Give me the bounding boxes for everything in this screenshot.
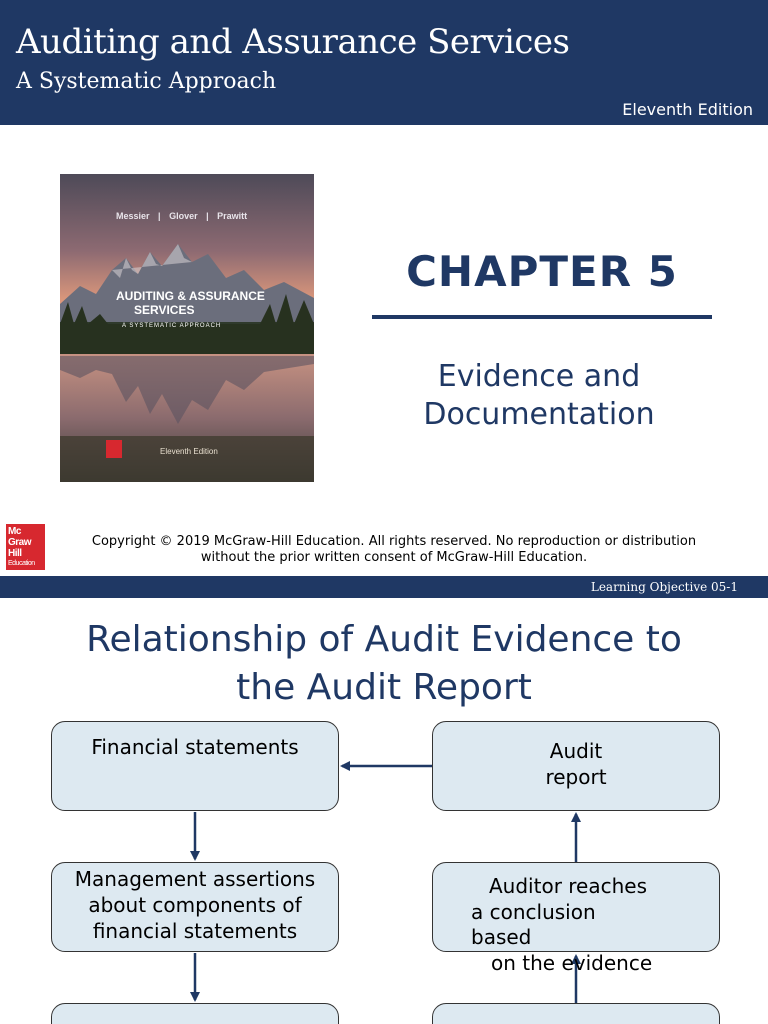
chapter-topic (372, 358, 706, 434)
management-assertions-box (51, 862, 339, 952)
chapter-topic-line1: Evidence and (437, 359, 641, 394)
financial-statements-box (51, 721, 339, 811)
audit-report-text: Audit report (545, 739, 607, 789)
lower-right-box (432, 1003, 720, 1024)
book-cover-image (60, 174, 314, 482)
cover-edition: Eleventh Edition (160, 447, 218, 456)
copyright-notice (60, 534, 728, 566)
financial-statements-text: Financial statements (91, 735, 299, 759)
chapter-heading: CHAPTER 5 (406, 247, 678, 296)
conclusion-line4: on the evidence (491, 951, 653, 975)
cover-authors: Messier | Glover | Prawitt (116, 211, 248, 221)
copyright-line2: without the prior written consent of McGraw-Hill Education. (200, 550, 588, 565)
lower-left-box (51, 1003, 339, 1024)
copyright-line1: Copyright © 2019 McGraw-Hill Education. All rights reserved. No reproduction or distribution (91, 534, 697, 549)
book-subtitle: A Systematic Approach (16, 69, 277, 94)
management-assertions-text: Management assertions about components of financial statements (74, 867, 316, 943)
conclusion-line3: based (471, 925, 532, 949)
conclusion-line1: Auditor reaches (489, 874, 648, 898)
evidence-relationship-slide (0, 576, 768, 1024)
cover-title-line2: SERVICES (134, 303, 195, 317)
book-title: Auditing and Assurance Services (16, 22, 570, 62)
slide-title-line2: the Audit Report (236, 667, 532, 708)
chapter-divider (372, 315, 712, 319)
cover-title-line1: AUDITING & ASSURANCE (116, 289, 265, 303)
learning-objective-label: Learning Objective 05-1 (590, 580, 738, 594)
conclusion-line2: a conclusion (471, 900, 596, 924)
cover-publisher-logo (106, 440, 122, 458)
edition-label: Eleventh Edition (622, 100, 753, 119)
cover-subtitle: A SYSTEMATIC APPROACH (122, 323, 222, 329)
mcgraw-hill-logo: Mc Graw Hill Education (6, 524, 45, 570)
slide-title-line1: Relationship of Audit Evidence to (86, 619, 682, 660)
chapter-topic-line2: Documentation (423, 397, 655, 432)
title-banner (0, 0, 768, 125)
audit-report-box (432, 721, 720, 811)
auditor-conclusion-box (432, 862, 720, 975)
